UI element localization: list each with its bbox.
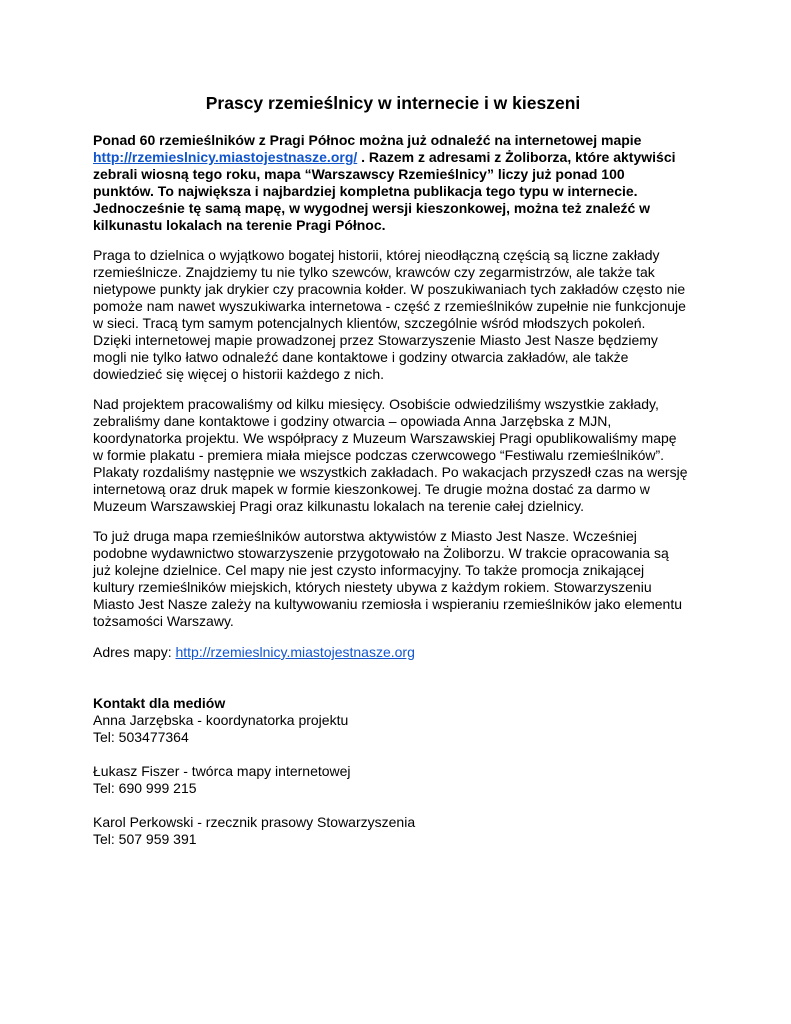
lead-line: punktów. To największa i najbardziej kompletna publikacja tego typu w internecie. (93, 183, 638, 199)
paragraph-line: kultury rzemieślników miejskich, których niestety ubywa z każdym rokiem. Stowarzyszeniu (93, 579, 652, 595)
contact-heading: Kontakt dla mediów (93, 695, 226, 711)
paragraph-line: koordynatorka projektu. We współpracy z Muzeum Warszawskiej Pragi opublikowaliśmy mapę (93, 430, 677, 446)
paragraph-line: pomoże nam nawet wyszukiwarka internetowa - część z rzemieślników zupełnie nie funkcjonuje (93, 298, 686, 314)
paragraph-line: Miasto Jest Nasze zależy na kultywowaniu rzemiosła i wspieraniu rzemieślników jako elementu (93, 596, 683, 612)
paragraph-line: rzemieślnicze. Znajdziemy tu nie tylko szewców, krawców czy zegarmistrzów, ale także tak (93, 264, 655, 280)
paragraph-line: nietypowe punkty jak drykier czy pracownia kołder. W poszukiwaniach tych zakładów często nie (93, 281, 686, 297)
lead-paragraph (93, 132, 713, 234)
map-address-link[interactable]: http://rzemieslnicy.miastojestnasze.org (175, 644, 415, 660)
paragraph-line: Muzeum Warszawskiej Pragi oraz kilkunastu lokalach na terenie całej dzielnicy. (93, 498, 584, 514)
paragraph-line: To już druga mapa rzemieślników autorstwa aktywistów z Miasto Jest Nasze. Wcześniej (93, 528, 637, 544)
lead-line: Ponad 60 rzemieślników z Pragi Północ można już odnaleźć na internetowej mapie (93, 132, 642, 148)
spacer (93, 746, 713, 763)
media-contact (93, 695, 713, 848)
map-address-label: Adres mapy: (93, 644, 176, 660)
paragraph-line: mogli nie tylko łatwo odnaleźć dane kontaktowe i godziny otwarcia zakładów, ale także (93, 349, 629, 365)
paragraph-line: już kolejne dzielnice. Cel mapy nie jest czysto informacyjny. To także promocja znikającej (93, 562, 645, 578)
paragraph-line: w sieci. Tracą tym samym potencjalnych klientów, szczególnie wśród młodszych pokoleń. (93, 315, 646, 331)
paragraph-second-map (93, 528, 713, 630)
contact-name: Łukasz Fiszer - twórca mapy internetowej (93, 763, 351, 779)
paragraph-project (93, 396, 713, 515)
contact-name: Anna Jarzębska - koordynatorka projektu (93, 712, 349, 728)
contact-phone: Tel: 503477364 (93, 729, 189, 745)
lead-line-tail: . Razem z adresami z Żoliborza, które aktywiści (357, 149, 676, 165)
paragraph-line: internetową oraz druk mapek w formie kieszonkowej. Te drugie można dostać za darmo w (93, 481, 650, 497)
spacer (93, 797, 713, 814)
map-address (93, 644, 713, 661)
map-link[interactable]: http://rzemieslnicy.miastojestnasze.org/ (93, 149, 358, 165)
paragraph-line: zebraliśmy dane kontaktowe i godziny otwarcia – opowiada Anna Jarzębska z MJN, (93, 413, 612, 429)
lead-line: kilkunastu lokalach na terenie Pragi Północ. (93, 217, 386, 233)
paragraph-history (93, 247, 713, 383)
contact-phone: Tel: 690 999 215 (93, 780, 197, 796)
paragraph-line: Plakaty rozdaliśmy następnie we wszystkich zakładach. Po wakacjach przyszedł czas na wersję (93, 464, 688, 480)
paragraph-line: podobne wydawnictwo stowarzyszenie przygotowało na Żoliborzu. W trakcie opracowania są (93, 545, 669, 561)
paragraph-line: dowiedzieć się więcej o historii każdego z nich. (93, 366, 385, 382)
lead-line: Jednocześnie tę samą mapę, w wygodnej wersji kieszonkowej, można też znaleźć w (93, 200, 651, 216)
paragraph-line: Nad projektem pracowaliśmy od kilku miesięcy. Osobiście odwiedziliśmy wszystkie zakłady, (93, 396, 659, 412)
lead-line: zebrali wiosną tego roku, mapa “Warszawscy Rzemieślnicy” liczy już ponad 100 (93, 166, 625, 182)
paragraph-line: w formie plakatu - premiera miała miejsce podczas czerwcowego “Festiwalu rzemieślników”. (93, 447, 665, 463)
contact-phone: Tel: 507 959 391 (93, 831, 197, 847)
contact-name: Karol Perkowski - rzecznik prasowy Stowarzyszenia (93, 814, 416, 830)
document-title: Prascy rzemieślnicy w internecie i w kieszeni (205, 93, 581, 113)
paragraph-line: tożsamości Warszawy. (93, 613, 234, 629)
map-address-line (93, 644, 713, 661)
paragraph-line: Praga to dzielnica o wyjątkowo bogatej historii, której nieodłączną częścią są liczne zakłady (93, 247, 660, 263)
paragraph-line: Dzięki internetowej mapie prowadzonej przez Stowarzyszenie Miasto Jest Nasze będziemy (93, 332, 658, 348)
lead-line (93, 149, 713, 166)
